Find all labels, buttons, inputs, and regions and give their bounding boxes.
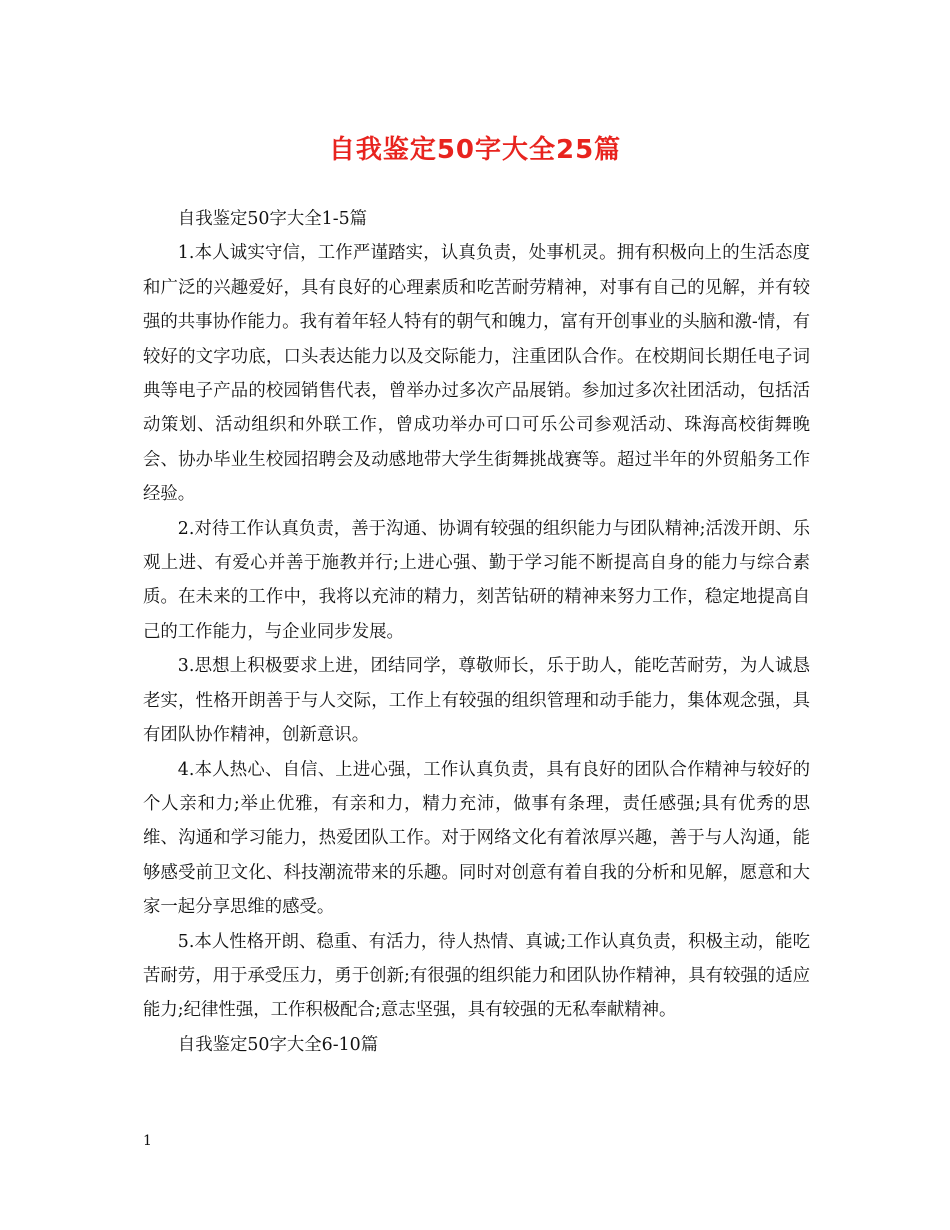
- paragraph-1: 1.本人诚实守信，工作严谨踏实，认真负责，处事机灵。拥有积极向上的生活态度和广泛的兴趣爱好，具有良好的心理素质和吃苦耐劳精神，对事有自己的见解，并有较强的共事协作能力。我有着年轻人特有的朝气和魄力，富有开创事业的头脑和激-情，有较好的文字功底，口头表达能力以及交际能力，注重团队合作。在校期间长期任电子词典等电子产品的校园销售代表，曾举办过多次产品展销。参加过多次社团活动，包括活动策划、活动组织和外联工作，曾成功举办可口可乐公司参观活动、珠海高校街舞晚会、协办毕业生校园招聘会及动感地带大学生街舞挑战赛等。超过半年的外贸船务工作经验。: [143, 243, 810, 505]
- paragraph-3: 3.思想上积极要求上进，团结同学，尊敬师长，乐于助人，能吃苦耐劳，为人诚恳老实，性格开朗善于与人交际，工作上有较强的组织管理和动手能力，集体观念强，具有团队协作精神，创新意识。: [143, 656, 810, 746]
- paragraph-5: 5.本人性格开朗、稳重、有活力，待人热情、真诚;工作认真负责，积极主动，能吃苦耐劳，用于承受压力，勇于创新;有很强的组织能力和团队协作精神，具有较强的适应能力;纪律性强，工作积极配合;意志坚强，具有较强的无私奉献精神。: [143, 931, 810, 1021]
- page-number: 1: [143, 1133, 152, 1149]
- paragraph-2: 2.对待工作认真负责，善于沟通、协调有较强的组织能力与团队精神;活泼开朗、乐观上进、有爱心并善于施教并行;上进心强、勤于学习能不断提高自身的能力与综合素质。在未来的工作中，我将以充沛的精力，刻苦钻研的精神来努力工作，稳定地提高自己的工作能力，与企业同步发展。: [143, 518, 810, 642]
- section-heading-1-5: 自我鉴定50字大全1-5篇: [177, 209, 368, 229]
- document-title: 自我鉴定50字大全25篇: [328, 135, 622, 165]
- section-heading-6-10: 自我鉴定50字大全6-10篇: [177, 1034, 379, 1055]
- document-body: [143, 202, 810, 1062]
- paragraph-4: 4.本人热心、自信、上进心强，工作认真负责，具有良好的团队合作精神与较好的个人亲和力;举止优雅，有亲和力，精力充沛，做事有条理，责任感强;具有优秀的思维、沟通和学习能力，热爱团队工作。对于网络文化有着浓厚兴趣，善于与人沟通，能够感受前卫文化、科技潮流带来的乐趣。同时对创意有着自我的分析和见解，愿意和大家一起分享思维的感受。: [143, 759, 810, 918]
